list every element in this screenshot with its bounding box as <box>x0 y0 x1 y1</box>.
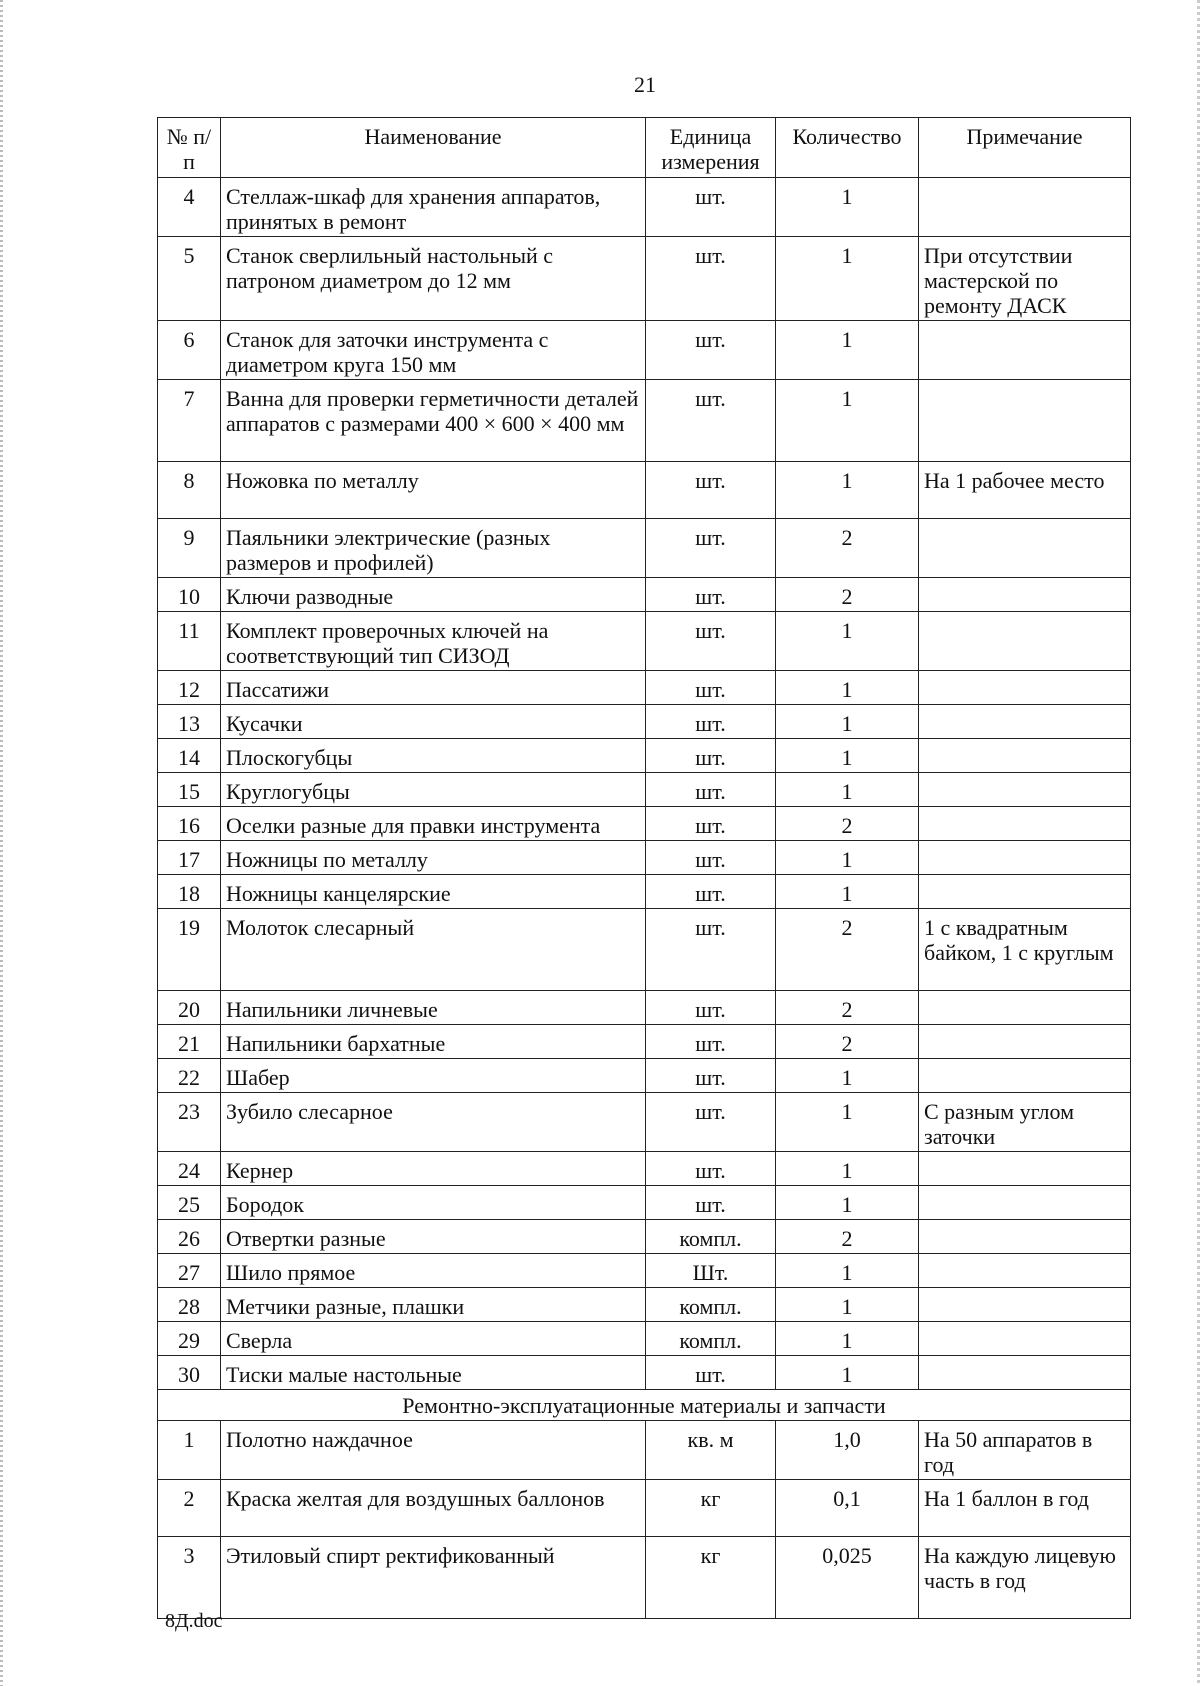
table-row <box>158 807 1131 841</box>
note <box>919 1186 1131 1220</box>
unit-of-measure: компл. <box>646 1220 776 1254</box>
note <box>919 991 1131 1025</box>
table-row <box>158 1152 1131 1186</box>
quantity: 2 <box>776 519 919 578</box>
note: На 1 баллон в год <box>919 1480 1131 1537</box>
header-num: № п/п <box>158 118 221 178</box>
row-number: 16 <box>158 807 221 841</box>
row-number: 24 <box>158 1152 221 1186</box>
quantity: 1 <box>776 1093 919 1152</box>
note <box>919 612 1131 671</box>
note <box>919 1356 1131 1390</box>
quantity: 1 <box>776 671 919 705</box>
table-row <box>158 909 1131 991</box>
quantity: 1 <box>776 739 919 773</box>
unit-of-measure: кг <box>646 1480 776 1537</box>
unit-of-measure: шт. <box>646 1025 776 1059</box>
unit-of-measure: компл. <box>646 1288 776 1322</box>
quantity: 2 <box>776 991 919 1025</box>
note <box>919 1288 1131 1322</box>
item-name: Краска желтая для воздушных баллонов <box>221 1480 646 1537</box>
note <box>919 178 1131 237</box>
item-name: Ножницы по металлу <box>221 841 646 875</box>
note <box>919 841 1131 875</box>
note <box>919 875 1131 909</box>
unit-of-measure: шт. <box>646 178 776 237</box>
header-row <box>158 118 1131 178</box>
table-row <box>158 991 1131 1025</box>
row-number: 5 <box>158 237 221 321</box>
unit-of-measure: Шт. <box>646 1254 776 1288</box>
item-name: Сверла <box>221 1322 646 1356</box>
quantity: 1 <box>776 1322 919 1356</box>
unit-of-measure: шт. <box>646 380 776 462</box>
note: На 50 аппаратов в год <box>919 1421 1131 1480</box>
table-row <box>158 1093 1131 1152</box>
table-row <box>158 1288 1131 1322</box>
scan-edge-left <box>0 0 3 1686</box>
quantity: 2 <box>776 807 919 841</box>
header-note: Примечание <box>919 118 1131 178</box>
item-name: Плоскогубцы <box>221 739 646 773</box>
item-name: Комплект проверочных ключей на соответствующий тип СИЗОД <box>221 612 646 671</box>
row-number: 2 <box>158 1480 221 1537</box>
quantity: 1 <box>776 380 919 462</box>
quantity: 1 <box>776 1356 919 1390</box>
unit-of-measure: шт. <box>646 671 776 705</box>
section-title: Ремонтно-эксплуатационные материалы и запчасти <box>158 1390 1131 1421</box>
table-row <box>158 1220 1131 1254</box>
note: 1 с квадратным байком, 1 с круглым <box>919 909 1131 991</box>
quantity: 1 <box>776 705 919 739</box>
quantity: 1 <box>776 1152 919 1186</box>
unit-of-measure: шт. <box>646 237 776 321</box>
table-row <box>158 462 1131 519</box>
item-name: Шабер <box>221 1059 646 1093</box>
table-row <box>158 237 1131 321</box>
table-row <box>158 612 1131 671</box>
note <box>919 1220 1131 1254</box>
row-number: 7 <box>158 380 221 462</box>
row-number: 11 <box>158 612 221 671</box>
table-row <box>158 380 1131 462</box>
item-name: Оселки разные для правки инструмента <box>221 807 646 841</box>
row-number: 29 <box>158 1322 221 1356</box>
row-number: 17 <box>158 841 221 875</box>
quantity: 1 <box>776 1059 919 1093</box>
quantity: 1 <box>776 237 919 321</box>
quantity: 2 <box>776 909 919 991</box>
unit-of-measure: шт. <box>646 321 776 380</box>
table-row <box>158 705 1131 739</box>
header-unit: Единица измерения <box>646 118 776 178</box>
quantity: 2 <box>776 1025 919 1059</box>
row-number: 14 <box>158 739 221 773</box>
quantity: 1 <box>776 1288 919 1322</box>
row-number: 20 <box>158 991 221 1025</box>
row-number: 4 <box>158 178 221 237</box>
item-name: Полотно наждачное <box>221 1421 646 1480</box>
table-row <box>158 1421 1131 1480</box>
table-row <box>158 1322 1131 1356</box>
unit-of-measure: кв. м <box>646 1421 776 1480</box>
item-name: Ножницы канцелярские <box>221 875 646 909</box>
note <box>919 705 1131 739</box>
item-name: Этиловый спирт ректификованный <box>221 1537 646 1619</box>
unit-of-measure: шт. <box>646 807 776 841</box>
quantity: 0,1 <box>776 1480 919 1537</box>
note: С разным углом заточки <box>919 1093 1131 1152</box>
unit-of-measure: шт. <box>646 739 776 773</box>
table-row <box>158 1356 1131 1390</box>
note: На каждую лицевую часть в год <box>919 1537 1131 1619</box>
item-name: Круглогубцы <box>221 773 646 807</box>
note <box>919 380 1131 462</box>
row-number: 18 <box>158 875 221 909</box>
item-name: Кусачки <box>221 705 646 739</box>
row-number: 10 <box>158 578 221 612</box>
quantity: 0,025 <box>776 1537 919 1619</box>
unit-of-measure: шт. <box>646 705 776 739</box>
quantity: 1 <box>776 1254 919 1288</box>
row-number: 30 <box>158 1356 221 1390</box>
table-row <box>158 1254 1131 1288</box>
quantity: 1 <box>776 178 919 237</box>
row-number: 1 <box>158 1421 221 1480</box>
note <box>919 773 1131 807</box>
unit-of-measure: шт. <box>646 578 776 612</box>
note: На 1 рабочее место <box>919 462 1131 519</box>
quantity: 1 <box>776 612 919 671</box>
equipment-table <box>157 117 1131 1619</box>
row-number: 27 <box>158 1254 221 1288</box>
row-number: 26 <box>158 1220 221 1254</box>
item-name: Напильники бархатные <box>221 1025 646 1059</box>
item-name: Ключи разводные <box>221 578 646 612</box>
quantity: 1 <box>776 1186 919 1220</box>
item-name: Зубило слесарное <box>221 1093 646 1152</box>
row-number: 21 <box>158 1025 221 1059</box>
unit-of-measure: шт. <box>646 909 776 991</box>
quantity: 1 <box>776 462 919 519</box>
table-row <box>158 1025 1131 1059</box>
table-body-materials <box>158 1421 1131 1619</box>
row-number: 25 <box>158 1186 221 1220</box>
quantity: 1 <box>776 841 919 875</box>
unit-of-measure: шт. <box>646 991 776 1025</box>
item-name: Бородок <box>221 1186 646 1220</box>
unit-of-measure: шт. <box>646 841 776 875</box>
unit-of-measure: шт. <box>646 1186 776 1220</box>
page-number: 21 <box>634 72 656 97</box>
row-number: 28 <box>158 1288 221 1322</box>
note <box>919 671 1131 705</box>
table-row <box>158 1059 1131 1093</box>
unit-of-measure: шт. <box>646 1152 776 1186</box>
row-number: 8 <box>158 462 221 519</box>
table-row <box>158 1480 1131 1537</box>
note <box>919 519 1131 578</box>
row-number: 22 <box>158 1059 221 1093</box>
note <box>919 807 1131 841</box>
item-name: Метчики разные, плашки <box>221 1288 646 1322</box>
row-number: 15 <box>158 773 221 807</box>
row-number: 13 <box>158 705 221 739</box>
table-row <box>158 773 1131 807</box>
row-number: 6 <box>158 321 221 380</box>
note <box>919 1254 1131 1288</box>
note <box>919 1059 1131 1093</box>
item-name: Шило прямое <box>221 1254 646 1288</box>
item-name: Напильники личневые <box>221 991 646 1025</box>
table-body-tools <box>158 178 1131 1390</box>
quantity: 2 <box>776 578 919 612</box>
table-row <box>158 321 1131 380</box>
item-name: Кернер <box>221 1152 646 1186</box>
section-row <box>158 1390 1131 1421</box>
quantity: 1 <box>776 773 919 807</box>
row-number: 19 <box>158 909 221 991</box>
table-row <box>158 739 1131 773</box>
unit-of-measure: шт. <box>646 462 776 519</box>
unit-of-measure: шт. <box>646 1093 776 1152</box>
unit-of-measure: шт. <box>646 1059 776 1093</box>
row-number: 9 <box>158 519 221 578</box>
note <box>919 739 1131 773</box>
note: При отсутствии мастерской по ремонту ДАСК <box>919 237 1131 321</box>
unit-of-measure: кг <box>646 1537 776 1619</box>
unit-of-measure: шт. <box>646 875 776 909</box>
unit-of-measure: компл. <box>646 1322 776 1356</box>
item-name: Паяльники электрические (разных размеров и профилей) <box>221 519 646 578</box>
unit-of-measure: шт. <box>646 773 776 807</box>
table-row <box>158 578 1131 612</box>
header-name: Наименование <box>221 118 646 178</box>
table-row <box>158 1537 1131 1619</box>
table-section <box>158 1390 1131 1421</box>
note <box>919 1152 1131 1186</box>
item-name: Пассатижи <box>221 671 646 705</box>
table-row <box>158 178 1131 237</box>
note <box>919 321 1131 380</box>
unit-of-measure: шт. <box>646 1356 776 1390</box>
table-row <box>158 519 1131 578</box>
note <box>919 1322 1131 1356</box>
item-name: Стеллаж-шкаф для хранения аппаратов, принятых в ремонт <box>221 178 646 237</box>
table-row <box>158 841 1131 875</box>
item-name: Молоток слесарный <box>221 909 646 991</box>
item-name: Ножовка по металлу <box>221 462 646 519</box>
unit-of-measure: шт. <box>646 612 776 671</box>
item-name: Станок для заточки инструмента с диаметром круга 150 мм <box>221 321 646 380</box>
quantity: 1 <box>776 875 919 909</box>
table-row <box>158 671 1131 705</box>
item-name: Станок сверлильный настольный с патроном диаметром до 12 мм <box>221 237 646 321</box>
item-name: Тиски малые настольные <box>221 1356 646 1390</box>
quantity: 1,0 <box>776 1421 919 1480</box>
quantity: 2 <box>776 1220 919 1254</box>
header-qty: Количество <box>776 118 919 178</box>
table-row <box>158 1186 1131 1220</box>
item-name: Отвертки разные <box>221 1220 646 1254</box>
row-number: 12 <box>158 671 221 705</box>
item-name: Ванна для проверки герметичности деталей аппаратов с размерами 400 × 600 × 400 мм <box>221 380 646 462</box>
quantity: 1 <box>776 321 919 380</box>
note <box>919 1025 1131 1059</box>
note <box>919 578 1131 612</box>
row-number: 3 <box>158 1537 221 1619</box>
row-number: 23 <box>158 1093 221 1152</box>
file-name: 8Д.doc <box>165 1610 223 1632</box>
table-row <box>158 875 1131 909</box>
unit-of-measure: шт. <box>646 519 776 578</box>
